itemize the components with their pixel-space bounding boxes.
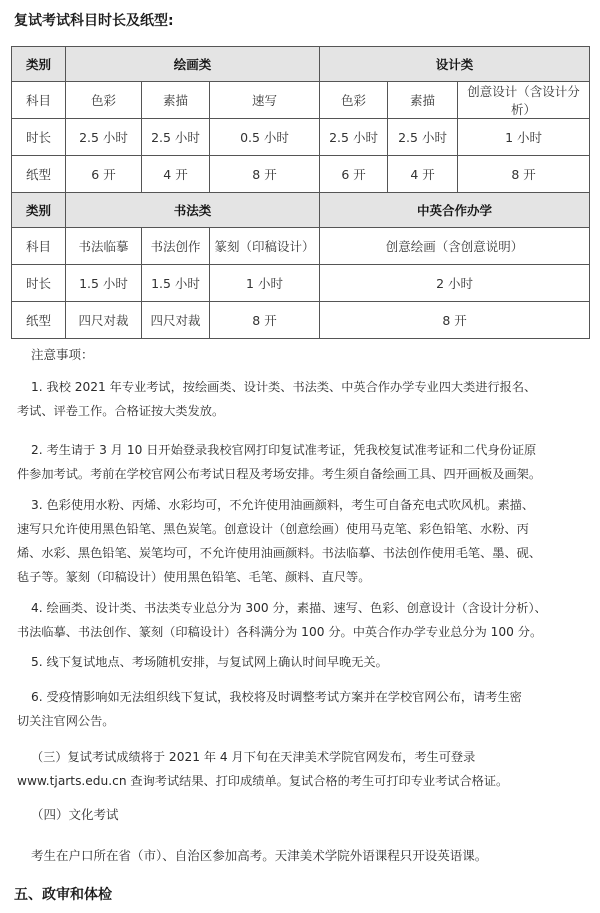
table-cell: 1.5 小时 <box>66 265 142 302</box>
note-line: 考试、评卷工作。合格证按大类发放。 <box>17 404 225 418</box>
table-cell: 2.5 小时 <box>142 119 210 156</box>
table-cell: 8 开 <box>458 156 590 193</box>
section-3-results <box>17 745 583 793</box>
note-line: 1. 我校 2021 年专业考试，按绘画类、设计类、书法类、中英合作办学专业四大类进行报名、 <box>31 380 537 394</box>
note-6 <box>17 685 583 733</box>
table-cell: 创意设计（含设计分析） <box>458 82 590 119</box>
table-cell: 素描 <box>388 82 458 119</box>
table-cell: 1 小时 <box>458 119 590 156</box>
row-label: 科目 <box>12 82 66 119</box>
note-line: 速写只允许使用黑色铅笔、黑色炭笔。创意设计（创意绘画）使用马克笔、彩色铅笔、水粉、丙 <box>17 522 529 536</box>
note-line: 书法临摹、书法创作、篆刻（印稿设计）各科满分为 100 分。中英合作办学专业总分为 100 分。 <box>17 625 543 639</box>
table-cell: 8 开 <box>320 302 590 339</box>
table-cell: 8 开 <box>210 302 320 339</box>
table-cell: 四尺对裁 <box>142 302 210 339</box>
note-5 <box>31 650 583 674</box>
row-label: 时长 <box>12 265 66 302</box>
table-row <box>12 156 590 193</box>
note-line: 5. 线下复试地点、考场随机安排，与复试网上确认时间早晚无关。 <box>31 655 388 669</box>
schedule-table-1 <box>11 46 590 193</box>
table-cell: 4 开 <box>388 156 458 193</box>
table-row <box>12 302 590 339</box>
note-line: 烯、水彩、黑色铅笔、炭笔均可，不允许使用油画颜料。书法临摹、书法创作使用毛笔、墨、砚、 <box>17 546 542 560</box>
note-1 <box>17 375 583 423</box>
note-line: 毡子等。篆刻（印稿设计）使用黑色铅笔、毛笔、颜料、直尺等。 <box>17 570 371 584</box>
section-4-title: （四）文化考试 <box>31 807 119 822</box>
table-cell: 速写 <box>210 82 320 119</box>
header-group-sino-british: 中英合作办学 <box>320 193 590 228</box>
table-cell: 色彩 <box>320 82 388 119</box>
note-line: 2. 考生请于 3 月 10 日开始登录我校官网打印复试准考证，凭我校复试准考证和二代身份证原 <box>31 443 537 457</box>
header-group-painting: 绘画类 <box>66 47 320 82</box>
table-cell: 1.5 小时 <box>142 265 210 302</box>
table-cell: 篆刻（印稿设计） <box>210 228 320 265</box>
note-4 <box>17 596 583 644</box>
table-row <box>12 119 590 156</box>
table-row <box>12 265 590 302</box>
table-cell: 2.5 小时 <box>66 119 142 156</box>
table-cell: 色彩 <box>66 82 142 119</box>
section-line: （三）复试考试成绩将于 2021 年 4 月下旬在天津美术学院官网发布，考生可登录 <box>31 750 476 764</box>
table-cell: 8 开 <box>210 156 320 193</box>
table-cell: 书法创作 <box>142 228 210 265</box>
table-cell: 1 小时 <box>210 265 320 302</box>
note-line: 切关注官网公告。 <box>17 714 115 728</box>
table-cell: 6 开 <box>66 156 142 193</box>
table-cell: 4 开 <box>142 156 210 193</box>
header-group-calligraphy: 书法类 <box>66 193 320 228</box>
note-line: 6. 受疫情影响如无法组织线下复试，我校将及时调整考试方案并在学校官网公布，请考生密 <box>31 690 522 704</box>
section-4-text: 考生在户口所在省（市）、自治区参加高考。天津美术学院外语课程只开设英语课。 <box>31 848 488 863</box>
table-cell: 2 小时 <box>320 265 590 302</box>
section-line: www.tjarts.edu.cn 查询考试结果、打印成绩单。复试合格的考生可打印专业考试合格证。 <box>17 774 509 788</box>
header-label: 类别 <box>12 47 66 82</box>
row-label: 时长 <box>12 119 66 156</box>
note-line: 4. 绘画类、设计类、书法类专业总分为 300 分，素描、速写、色彩、创意设计（含设计分析）、 <box>31 601 547 615</box>
table-cell: 6 开 <box>320 156 388 193</box>
table-row <box>12 228 590 265</box>
table-cell: 书法临摹 <box>66 228 142 265</box>
table-cell: 2.5 小时 <box>320 119 388 156</box>
section-5-title: 五、政审和体检 <box>14 887 112 903</box>
schedule-table-2 <box>11 192 590 339</box>
table-header-row <box>12 47 590 82</box>
table-row <box>12 82 590 119</box>
table-header-row <box>12 193 590 228</box>
note-3 <box>17 493 583 589</box>
note-2 <box>17 438 583 486</box>
note-line: 件参加考试。考前在学校官网公布考试日程及考场安排。考生须自备绘画工具、四开画板及画架。 <box>17 467 542 481</box>
table-cell: 创意绘画（含创意说明） <box>320 228 590 265</box>
header-group-design: 设计类 <box>320 47 590 82</box>
row-label: 科目 <box>12 228 66 265</box>
header-label: 类别 <box>12 193 66 228</box>
table-cell: 0.5 小时 <box>210 119 320 156</box>
note-line: 3. 色彩使用水粉、丙烯、水彩均可，不允许使用油画颜料，考生可自备充电式吹风机。素描、 <box>31 498 535 512</box>
notes-title: 注意事项： <box>31 347 94 362</box>
table-cell: 2.5 小时 <box>388 119 458 156</box>
page-title: 复试考试科目时长及纸型: <box>14 13 174 29</box>
row-label: 纸型 <box>12 302 66 339</box>
row-label: 纸型 <box>12 156 66 193</box>
table-cell: 四尺对裁 <box>66 302 142 339</box>
table-cell: 素描 <box>142 82 210 119</box>
